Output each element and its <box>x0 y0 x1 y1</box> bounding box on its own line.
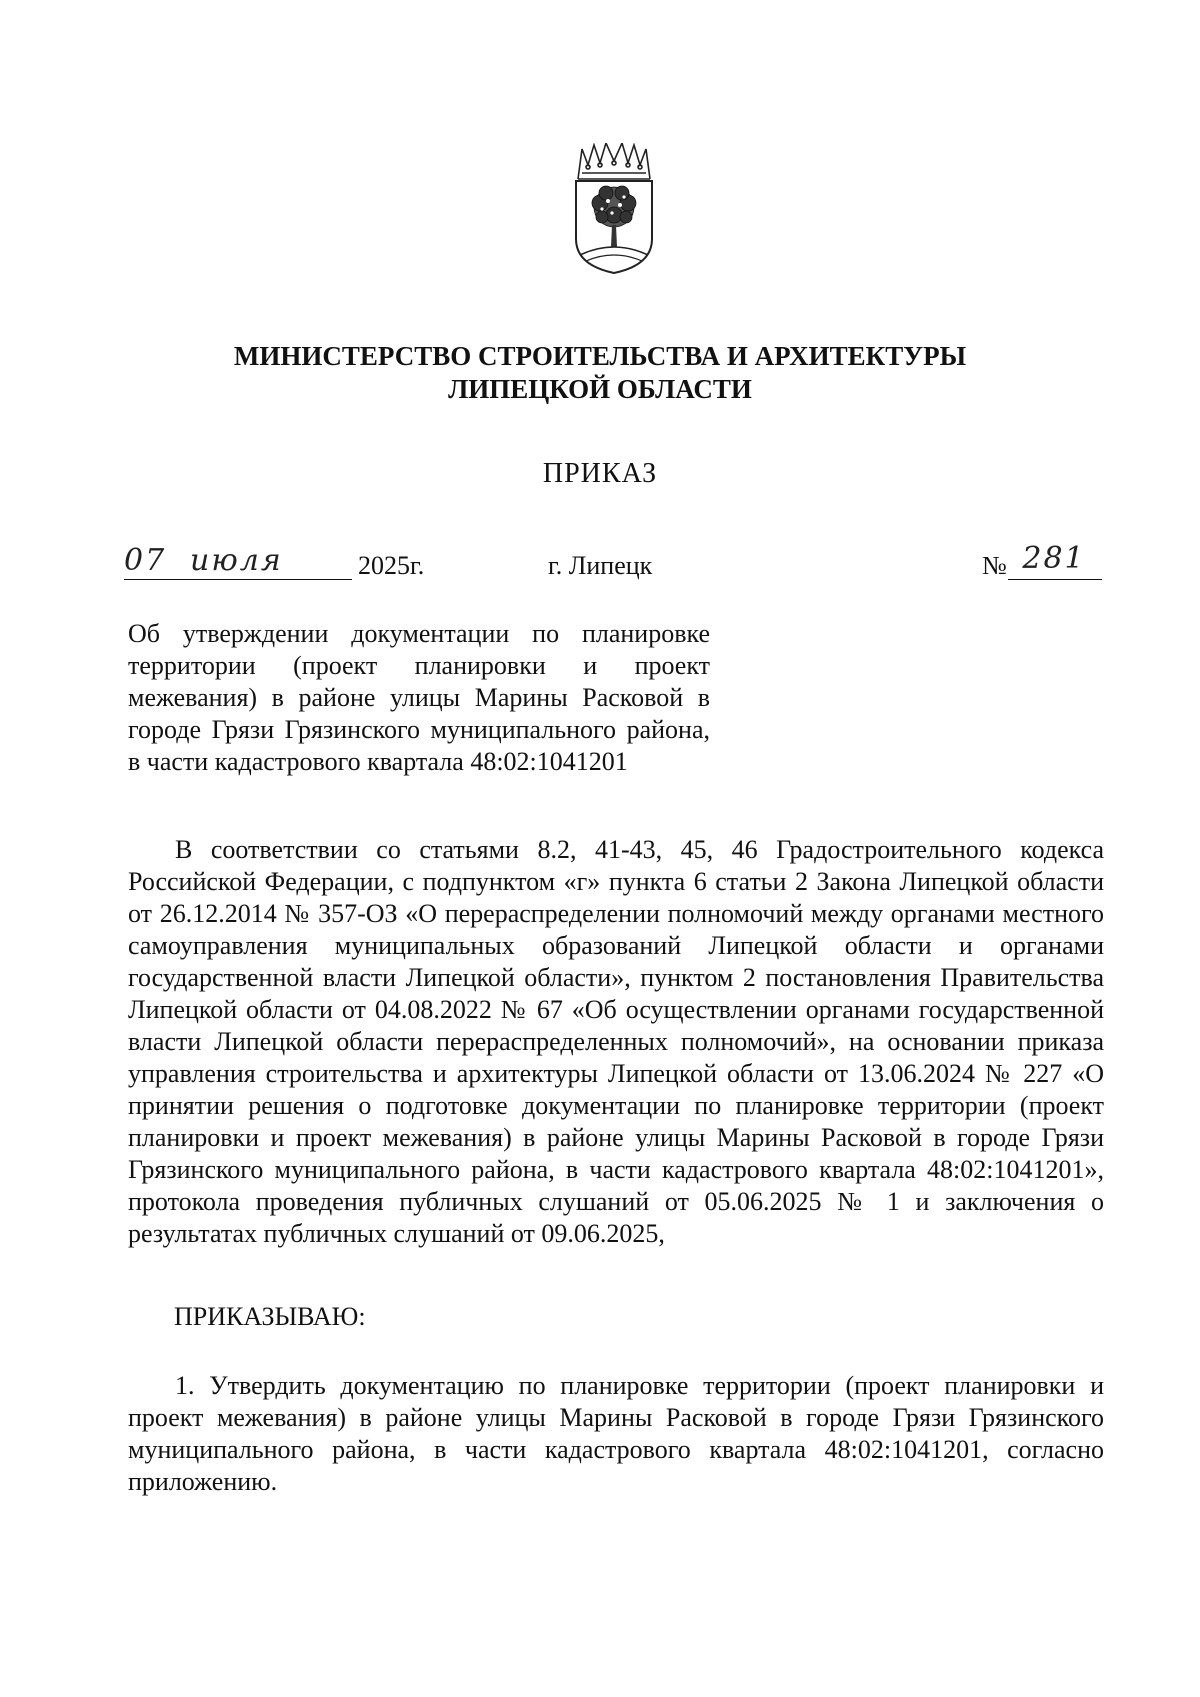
document-type-title: ПРИКАЗ <box>542 458 658 489</box>
order-word: ПРИКАЗЫВАЮ: <box>174 1302 366 1331</box>
city-name: г. Липецк <box>548 551 653 580</box>
coat-of-arms-icon <box>572 143 656 275</box>
ministry-name-line2: ЛИПЕЦКОЙ ОБЛАСТИ <box>448 374 752 404</box>
date-year: 2025г. <box>358 551 425 580</box>
date-underline <box>124 579 352 580</box>
order-number-handwritten: 281 <box>1022 541 1086 576</box>
date-month-handwritten: июля <box>190 543 283 578</box>
preamble-paragraph: В соответствии со статьями 8.2, 41-43, 45, 46 Градостроительного кодекса Российской Федерации, с подпунктом «г» пункта 6 статьи 2 Закона Липецкой области от 26.12.2014 № 357-ОЗ «О перераспределении полномочий между органами местного самоуправления муниципальных образований Липецкой области и органами государственной власти Липецкой области», пунктом 2 постановления Правительства Липецкой области от 04.08.2022 № 67 «Об осуществлении органами государственной власти Липецкой области перераспределенных полномочий», на основании приказа управления строительства и архитектуры Липецкой области от 13.06.2024 № 227 «О принятии решения о подготовке документации по планировке территории (проект планировки и проект межевания) в районе улицы Марины Расковой в городе Грязи Грязинского муниципального района, в части кадастрового квартала 48:02:1041201», протокола проведения публичных слушаний от 05.06.2025 № 1 и заключения о результатах публичных слушаний от 09.06.2025, <box>128 835 1104 1248</box>
lipetsk-emblem-drawing <box>572 143 656 275</box>
order-item-1: 1. Утвердить документацию по планировке территории (проект планировки и проект межевания) в районе улицы Марины Расковой в городе Грязи Грязинского муниципального района, в части кадастрового квартала 48:02:1041201, согласно приложению. <box>128 1371 1104 1496</box>
number-underline <box>1008 579 1102 580</box>
date-number-line <box>0 541 1200 591</box>
number-sign: № <box>982 551 1007 580</box>
date-day-handwritten: 07 <box>124 543 167 578</box>
ministry-name-line1: МИНИСТЕРСТВО СТРОИТЕЛЬСТВА И АРХИТЕКТУРЫ <box>233 341 967 371</box>
order-subject: Об утверждении документации по планировке территории (проект планировки и проект межевания) в районе улицы Марины Расковой в городе Грязи Грязинского муниципального района, в части кадастрового квартала 48:02:1041201 <box>128 619 710 776</box>
